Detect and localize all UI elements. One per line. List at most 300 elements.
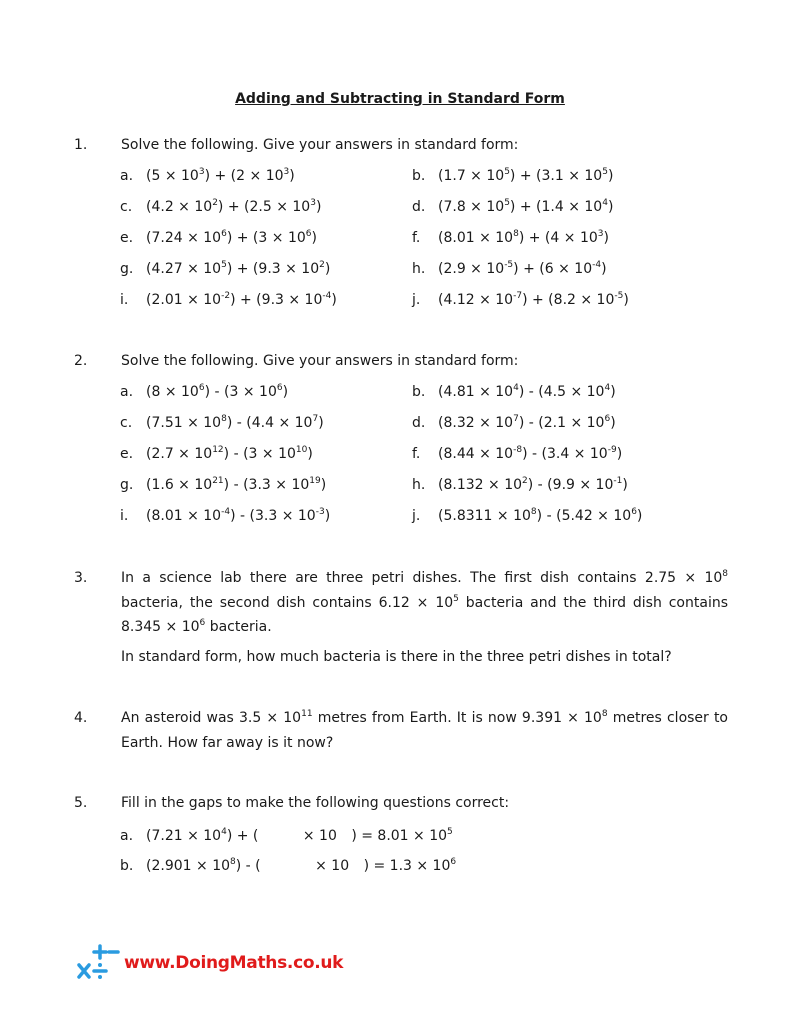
- paren: (: [248, 828, 259, 844]
- times: × 10: [274, 415, 313, 431]
- times: × 10: [257, 446, 296, 462]
- times: × 10: [277, 508, 316, 524]
- times: × 10: [280, 261, 320, 277]
- result-coefficient: 1.3: [389, 858, 412, 874]
- expression-item: [412, 446, 622, 462]
- exponent: -4: [322, 291, 332, 301]
- coefficient: 3.3: [248, 477, 271, 493]
- paren: (: [250, 858, 261, 874]
- exponent: 2: [319, 260, 325, 270]
- exponent: 8: [230, 857, 236, 867]
- text: An asteroid was 3.5 × 10: [121, 710, 302, 726]
- result-coefficient: 8.01: [377, 828, 409, 844]
- exponent: -5: [614, 291, 624, 301]
- operator: -: [546, 508, 552, 524]
- times: × 10: [191, 858, 231, 874]
- paren: (: [438, 477, 444, 493]
- operator: +: [519, 168, 532, 184]
- exponent: 3: [198, 167, 205, 177]
- times: × 10: [267, 230, 306, 246]
- operator: +: [236, 261, 249, 277]
- paren: (: [531, 199, 542, 215]
- coefficient: 3.1: [541, 168, 564, 184]
- coefficient: 9.9: [552, 477, 575, 493]
- coefficient: 4.5: [543, 384, 566, 400]
- paren: (: [241, 415, 252, 431]
- paren: (: [146, 415, 152, 431]
- operator: -: [528, 384, 534, 400]
- paren: ): [235, 858, 246, 874]
- paren: ): [616, 446, 623, 462]
- exponent: 4: [513, 383, 519, 393]
- coefficient: 2.5: [249, 199, 272, 215]
- text: bacteria, the second dish contains 6.12 × 10: [121, 594, 454, 611]
- question-number: 4.: [74, 710, 88, 726]
- coefficient: 5: [151, 168, 161, 184]
- exponent: 8: [722, 569, 728, 579]
- times: × 10: [182, 230, 222, 246]
- item-label: f.: [412, 446, 421, 462]
- expression-item: [412, 199, 613, 215]
- coefficient: 8.32: [443, 415, 475, 431]
- paren: ): [331, 292, 337, 308]
- item-label: b.: [412, 168, 426, 184]
- item-label: d.: [412, 199, 426, 215]
- exponent: -1: [613, 476, 623, 486]
- exponent: 6: [199, 618, 206, 628]
- operator: -: [233, 446, 239, 462]
- paren: ): [320, 477, 327, 493]
- paren: (: [146, 384, 152, 400]
- coefficient: 3: [248, 446, 258, 462]
- exponent: 6: [276, 383, 283, 393]
- paren: (: [146, 446, 152, 462]
- expression-item: [120, 446, 313, 462]
- exponent: 5: [504, 167, 510, 177]
- paren: (: [537, 446, 547, 462]
- paren: ): [603, 230, 609, 246]
- times: × 10: [492, 508, 531, 524]
- question-subtext: In standard form, how much bacteria is there in the three petri dishes in total?: [121, 649, 672, 665]
- paren: (: [533, 415, 544, 431]
- expression-item: [120, 168, 295, 184]
- exponent: -9: [607, 445, 617, 455]
- item-label: h.: [412, 261, 426, 277]
- coefficient: 2.9: [443, 261, 466, 277]
- paren: (: [438, 199, 444, 215]
- exponent: 10: [295, 445, 308, 455]
- exponent: 8: [530, 507, 537, 517]
- operator: +: [519, 199, 532, 215]
- times: × 10: [173, 199, 213, 215]
- item-label: b.: [412, 384, 426, 400]
- coefficient: 2.01: [151, 292, 183, 308]
- paren: (: [146, 508, 152, 524]
- paren: ): [282, 384, 289, 400]
- expression-item: [412, 477, 628, 493]
- times: × 10: [160, 168, 199, 184]
- coefficient: 6: [544, 261, 554, 277]
- times: × 10: [474, 415, 514, 431]
- times: × 10: [182, 292, 222, 308]
- paren: ): [289, 168, 295, 184]
- times: × 10: [270, 477, 310, 493]
- paren: (: [551, 508, 562, 524]
- exponent: 4: [221, 827, 227, 837]
- times: × 10: [465, 261, 505, 277]
- paren: (: [238, 477, 249, 493]
- item-label: i.: [120, 292, 129, 308]
- paren: (: [146, 858, 152, 874]
- exponent: 5: [453, 593, 459, 604]
- expression-item: [120, 199, 321, 215]
- times: × 10: [408, 828, 448, 844]
- paren: (: [219, 384, 230, 400]
- question-prompt: Solve the following. Give your answers in standard form:: [121, 137, 519, 153]
- coefficient: 4.81: [443, 384, 475, 400]
- coefficient: 9.3: [258, 261, 281, 277]
- times: × 10: [483, 477, 523, 493]
- paren: (: [438, 261, 444, 277]
- paren: ): [610, 415, 616, 431]
- paren: (: [146, 828, 152, 844]
- operator: +: [240, 292, 252, 308]
- item-label: b.: [120, 858, 134, 874]
- equals: ) =: [363, 858, 390, 874]
- exponent: 6: [604, 414, 611, 424]
- fill-gap-item: [120, 858, 456, 874]
- coefficient: 8: [151, 384, 161, 400]
- exponent: -2: [221, 291, 231, 301]
- paren: (: [245, 508, 255, 524]
- coefficient: 5.8311: [443, 508, 493, 524]
- item-label: j.: [412, 508, 421, 524]
- exponent: 8: [513, 229, 519, 239]
- paren: (: [543, 292, 554, 308]
- coefficient: 2: [236, 168, 246, 184]
- expression-item: [120, 292, 337, 308]
- paren: ): [536, 508, 547, 524]
- question-number: 2.: [74, 353, 88, 369]
- paren: ): [318, 415, 324, 431]
- worksheet-title: Adding and Subtracting in Standard Form: [235, 91, 565, 107]
- times: × 10: [574, 477, 614, 493]
- website-link[interactable]: www.DoingMaths.co.uk: [124, 953, 344, 973]
- exponent: 12: [212, 445, 224, 455]
- coefficient: 7.21: [151, 828, 183, 844]
- coefficient: 7.51: [151, 415, 183, 431]
- exponent: -4: [221, 507, 231, 517]
- expression-item: [412, 384, 616, 400]
- item-label: f.: [412, 230, 421, 246]
- coefficient: 1.4: [541, 199, 564, 215]
- coefficient: 8.44: [443, 446, 475, 462]
- coefficient: 4.4: [251, 415, 274, 431]
- times: × 10: [569, 446, 608, 462]
- item-label: a.: [120, 384, 134, 400]
- item-label: e.: [120, 230, 134, 246]
- paren: ): [217, 199, 228, 215]
- operator: -: [532, 446, 538, 462]
- coefficient: 4.2: [151, 199, 174, 215]
- text: In a science lab there are three petri dishes. The first dish contains 2.75 × 10: [121, 570, 723, 586]
- paren: (: [248, 261, 259, 277]
- paren: ): [509, 168, 520, 184]
- times: × 10: [182, 415, 222, 431]
- paren: ): [622, 477, 628, 493]
- question-text: [121, 706, 728, 755]
- paren: ): [204, 384, 215, 400]
- times: × 10: [563, 168, 603, 184]
- item-label: c.: [120, 415, 133, 431]
- expression-item: [120, 230, 317, 246]
- equals: ) =: [351, 828, 378, 844]
- paren: ): [522, 292, 532, 308]
- paren: (: [534, 261, 545, 277]
- exponent: 6: [221, 229, 227, 239]
- question-text: [121, 566, 728, 640]
- exponent: 4: [604, 383, 611, 393]
- operator: -: [236, 415, 242, 431]
- times: × 10: [563, 199, 603, 215]
- paren: ): [311, 230, 317, 246]
- expression-item: [412, 508, 642, 524]
- question-prompt: Solve the following. Give your answers in standard form:: [121, 353, 519, 369]
- item-label: g.: [120, 477, 134, 493]
- paren: ): [223, 477, 234, 493]
- expression-item: [412, 415, 616, 431]
- exponent: -8: [513, 445, 523, 455]
- result-exponent: 5: [447, 827, 453, 837]
- exponent: 5: [602, 167, 608, 177]
- operator: +: [214, 168, 227, 184]
- paren: ): [607, 168, 614, 184]
- times: × 10: [173, 446, 213, 462]
- exponent: 7: [513, 414, 519, 424]
- paren: (: [146, 199, 152, 215]
- paren: ): [527, 477, 538, 493]
- operator: -: [245, 858, 251, 874]
- text: metres closer to Earth. How far away is it now?: [121, 710, 728, 751]
- expression-item: [120, 508, 330, 524]
- paren: (: [226, 168, 237, 184]
- paren: ): [607, 199, 614, 215]
- paren: ): [509, 199, 520, 215]
- operator: +: [532, 292, 544, 308]
- question-number: 3.: [74, 570, 88, 586]
- exponent: 19: [309, 476, 321, 486]
- coefficient: 8.132: [443, 477, 484, 493]
- paren: ): [307, 446, 313, 462]
- times: × 10: [238, 384, 277, 400]
- coefficient: 2.7: [151, 446, 174, 462]
- paren: ): [226, 261, 237, 277]
- item-label: a.: [120, 168, 134, 184]
- exponent: 2: [212, 198, 218, 208]
- paren: ): [315, 199, 322, 215]
- paren: ): [324, 508, 331, 524]
- paren: (: [238, 446, 249, 462]
- times: × 10: [182, 261, 222, 277]
- times: × 10: [474, 384, 514, 400]
- fill-gap-item: [120, 828, 453, 844]
- expression-item: [120, 415, 324, 431]
- paren: (: [438, 292, 444, 308]
- coefficient: 2.1: [543, 415, 566, 431]
- times: × 10: [182, 508, 222, 524]
- paren: ): [601, 261, 607, 277]
- expression-item: [412, 261, 607, 277]
- times: × 10: [298, 828, 342, 844]
- paren: (: [146, 477, 152, 493]
- paren: (: [146, 261, 152, 277]
- exponent: 6: [198, 383, 205, 393]
- operator: -: [528, 415, 534, 431]
- times: × 10: [566, 415, 605, 431]
- expression-item: [120, 477, 326, 493]
- times: × 10: [465, 168, 505, 184]
- coefficient: 4.27: [151, 261, 183, 277]
- coefficient: 8.01: [151, 508, 183, 524]
- paren: ): [636, 508, 643, 524]
- coefficient: 7.24: [151, 230, 183, 246]
- paren: (: [531, 168, 542, 184]
- operator: +: [227, 199, 240, 215]
- expression-item: [412, 168, 613, 184]
- result-exponent: 6: [450, 857, 457, 867]
- exponent: 8: [221, 414, 227, 424]
- paren: ): [226, 230, 237, 246]
- question-number: 5.: [74, 795, 88, 811]
- times: × 10: [559, 230, 598, 246]
- question-number: 1.: [74, 137, 88, 153]
- times: × 10: [465, 199, 505, 215]
- expression-item: [120, 384, 288, 400]
- paren: (: [438, 168, 444, 184]
- times: × 10: [575, 292, 615, 308]
- times: × 10: [474, 446, 514, 462]
- exponent: -5: [504, 260, 514, 270]
- exponent: 4: [602, 198, 608, 208]
- times: × 10: [592, 508, 632, 524]
- times: × 10: [271, 199, 311, 215]
- paren: (: [540, 230, 551, 246]
- times: × 10: [245, 168, 284, 184]
- times: × 10: [411, 858, 451, 874]
- paren: (: [239, 199, 250, 215]
- paren: (: [438, 415, 444, 431]
- times: × 10: [553, 261, 593, 277]
- paren: ): [226, 828, 237, 844]
- coefficient: 2.901: [151, 858, 192, 874]
- exponent: 2: [522, 476, 528, 486]
- exponent: 5: [221, 260, 227, 270]
- coefficient: 5.42: [561, 508, 593, 524]
- exponent: 3: [283, 167, 290, 177]
- coefficient: 3.3: [254, 508, 278, 524]
- coefficient: 3: [229, 384, 239, 400]
- exponent: 3: [310, 198, 316, 208]
- paren: ): [204, 168, 215, 184]
- paren: (: [438, 230, 444, 246]
- exponent: 8: [601, 709, 608, 719]
- times: × 10: [160, 384, 199, 400]
- paren: ): [230, 292, 240, 308]
- text: metres from Earth. It is now 9.391 × 10: [312, 710, 602, 726]
- paren: ): [518, 230, 529, 246]
- coefficient: 8.01: [443, 230, 475, 246]
- times: × 10: [310, 858, 354, 874]
- exponent: 5: [504, 198, 510, 208]
- paren: (: [146, 292, 152, 308]
- text: bacteria.: [205, 619, 272, 635]
- operator: +: [528, 230, 541, 246]
- question-prompt: Fill in the gaps to make the following questions correct:: [121, 795, 510, 811]
- paren: ): [324, 261, 331, 277]
- operator: -: [240, 508, 246, 524]
- paren: ): [522, 446, 532, 462]
- item-label: j.: [412, 292, 421, 308]
- times: × 10: [474, 292, 514, 308]
- paren: ): [518, 415, 529, 431]
- item-label: h.: [412, 477, 426, 493]
- paren: (: [542, 477, 553, 493]
- paren: (: [438, 508, 444, 524]
- expression-item: [412, 230, 609, 246]
- paren: (: [438, 384, 444, 400]
- exponent: -7: [513, 291, 523, 301]
- coefficient: 3: [258, 230, 268, 246]
- exponent: 6: [631, 507, 637, 517]
- operator: -: [214, 384, 220, 400]
- operator: +: [236, 828, 249, 844]
- paren: ): [610, 384, 616, 400]
- coefficient: 7.8: [443, 199, 466, 215]
- operator: -: [233, 477, 239, 493]
- paren: ): [230, 508, 240, 524]
- paren: ): [623, 292, 629, 308]
- times: × 10: [474, 230, 514, 246]
- paren: ): [223, 446, 234, 462]
- coefficient: 1.7: [443, 168, 466, 184]
- exponent: 7: [312, 414, 319, 424]
- expression-item: [120, 261, 330, 277]
- paren: (: [438, 446, 444, 462]
- times: × 10: [182, 828, 222, 844]
- item-label: e.: [120, 446, 134, 462]
- item-label: c.: [120, 199, 133, 215]
- item-label: a.: [120, 828, 134, 844]
- math-symbols-icon: [76, 944, 120, 982]
- item-label: g.: [120, 261, 134, 277]
- times: × 10: [283, 292, 323, 308]
- paren: (: [146, 230, 152, 246]
- times: × 10: [566, 384, 605, 400]
- coefficient: 8.2: [553, 292, 576, 308]
- exponent: -4: [592, 260, 602, 270]
- expression-item: [412, 292, 629, 308]
- doingmaths-logo: [76, 944, 343, 982]
- paren: ): [518, 384, 529, 400]
- paren: (: [146, 168, 152, 184]
- operator: -: [537, 477, 543, 493]
- times: × 10: [173, 477, 213, 493]
- coefficient: 4: [550, 230, 560, 246]
- coefficient: 4.12: [443, 292, 475, 308]
- coefficient: 3.4: [546, 446, 570, 462]
- exponent: 6: [305, 229, 312, 239]
- item-label: i.: [120, 508, 129, 524]
